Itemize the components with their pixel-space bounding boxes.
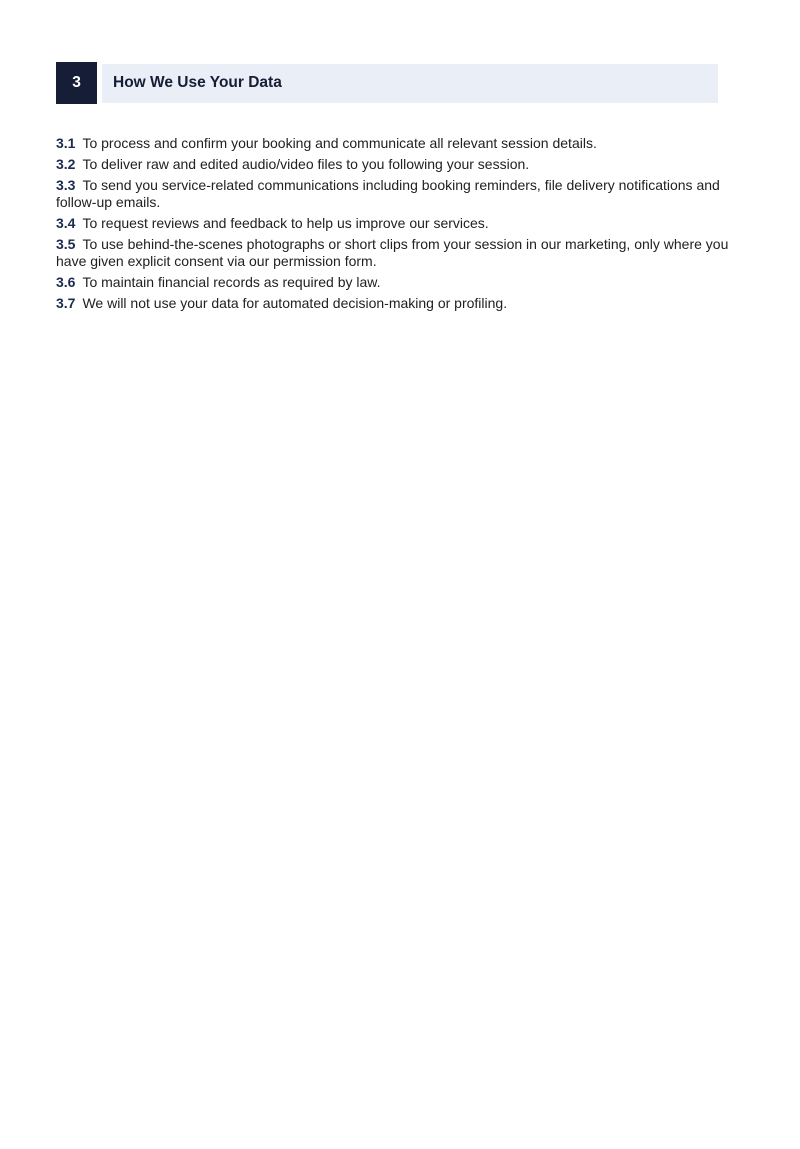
section-header-bar — [102, 64, 718, 103]
section-header — [56, 62, 718, 104]
clause-3-4 — [56, 215, 740, 232]
clause-text: To deliver raw and edited audio/video files to you following your session. — [82, 156, 530, 173]
clause-number: 3.7 — [56, 294, 76, 311]
clause-number: 3.1 — [56, 135, 76, 151]
clause-list — [56, 135, 740, 316]
clause-3-7 — [56, 295, 740, 312]
clause-text: To use behind-the-scenes photographs or short clips from your session in our marketing, only where you have given explicit consent via our permission form. — [56, 235, 729, 269]
clause-number: 3.6 — [56, 273, 76, 290]
clause-3-5 — [56, 236, 740, 269]
clause-text: To send you service-related communications including booking reminders, file delivery notifications and follow-up emails. — [56, 177, 720, 210]
clause-3-2 — [56, 156, 740, 173]
clause-text: To request reviews and feedback to help us improve our services. — [82, 214, 489, 231]
clause-number: 3.5 — [56, 235, 76, 252]
clause-text: We will not use your data for automated decision-making or profiling. — [82, 294, 508, 311]
section-title: How We Use Your Data — [113, 74, 282, 91]
clause-3-3 — [56, 177, 740, 210]
section-number-box — [56, 62, 97, 104]
clause-number: 3.4 — [56, 214, 76, 231]
clause-text: To process and confirm your booking and communicate all relevant session details. — [82, 135, 597, 151]
clause-3-1 — [56, 135, 740, 152]
section-number: 3 — [72, 74, 81, 91]
clause-text: To maintain financial records as required by law. — [82, 273, 381, 290]
clause-number: 3.2 — [56, 156, 76, 173]
clause-number: 3.3 — [56, 177, 76, 194]
clause-3-6 — [56, 274, 740, 291]
